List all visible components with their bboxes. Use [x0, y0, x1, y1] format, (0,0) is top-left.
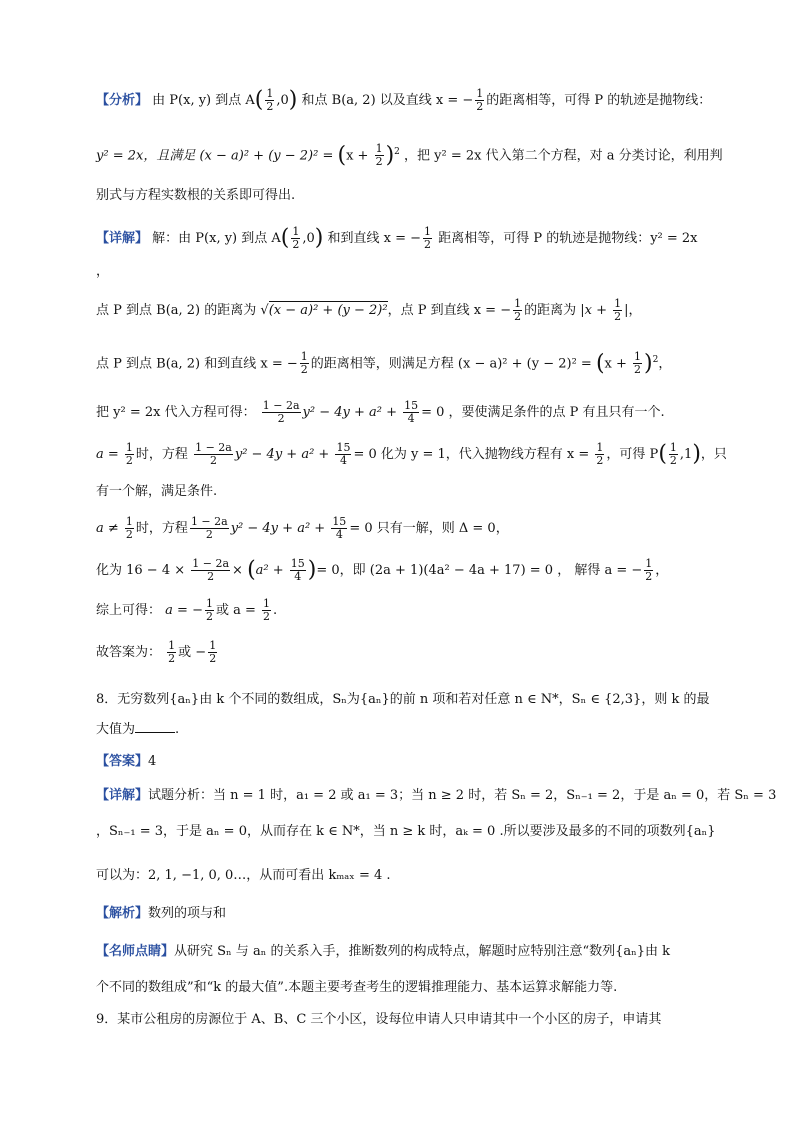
parse-tag: 【解析】 [96, 906, 149, 921]
analysis-line-1: 【分析】 由 P(x, y) 到点 A( $\frac{1}{2}$ ,0) 和点 B(a, 2) 以及直线 x = − $\frac{1}{2}$ 的距离相等，可得 P 的轨迹是抛物线： [96, 87, 712, 113]
q8-detail-1: 【详解】试题分析：当 n = 1 时，a₁ = 2 或 a₁ = 3；当 n ≥ 2 时，若 Sₙ = 2，Sₙ₋₁ = 2，于是 aₙ = 0，若 Sₙ = 3 [96, 788, 777, 803]
answer-line [96, 752, 716, 772]
question-8-line-2: 大值为 . [96, 722, 180, 737]
fraction: $\frac{1}{2}$ [266, 87, 274, 113]
text: 和点 B(a, 2) 以及直线 x = − [301, 93, 474, 108]
answer-value: 4 [148, 754, 157, 769]
detail-line-4: 把 y² = 2x 代入方程可得： $\frac{1 - 2a}{2}$ y² − 4y + a² + $\frac{15}{4}$ = 0 ，要使满足条件的点 P 有且只有一个. [96, 399, 665, 425]
detail-line-9: 综上可得： a = − $\frac{1}{2}$ 或 a = $\frac{1}{2}$ . [96, 597, 278, 623]
detail-comma: ， [96, 264, 110, 279]
analysis-line-3: 别式与方程实数根的关系即可得出. [96, 188, 296, 203]
parse-line: 【解析】数列的项与和 [96, 906, 227, 921]
detail-line-8: 化为 16 − 4 × $\frac{1 - 2a}{2}$ × (a² + $\frac{15}{4}$ )= 0，即 (2a + 1)(4a² − 4a + 17) = 0 ， 解得 a = − $\frac{1}{2}$ ， [96, 557, 669, 583]
answer-tag: 【答案】 [96, 754, 149, 769]
question-9-line-1: 9．某市公租房的房源位于 A、B、C 三个小区，设每位申请人只申请其中一个小区的房子，申请其 [96, 1012, 662, 1027]
detail-line-1: 【详解】 解：由 P(x, y) 到点 A( $\frac{1}{2}$ ,0) 和到直线 x = − $\frac{1}{2}$ 距离相等，可得 P 的轨迹是抛物线：y² = 2x [96, 225, 698, 251]
tip-line-1: 【名师点睛】从研究 Sₙ 与 aₙ 的关系入手，推断数列的构成特点，解题时应特别注意“数列{aₙ}由 k [96, 944, 671, 959]
detail-line-5: a = $\frac{1}{2}$ 时，方程 $\frac{1 - 2a}{2}$ y² − 4y + a² + $\frac{15}{4}$ = 0 化为 y = 1，代入抛物线方程有 x = $\frac{1}{2}$ ，可得 P( $\frac{1}{2}$ ,1)，只 [96, 441, 727, 467]
q8-detail-3: 可以为：2, 1, −1, 0, 0…，从而可看出 kₘₐₓ = 4 . [96, 868, 391, 883]
detail-line-10: 故答案为： $\frac{1}{2}$ 或 − $\frac{1}{2}$ [96, 639, 217, 665]
analysis-line-2: y² = 2x，且满足 (x − a)² + (y − 2)² = (x + $\frac{1}{2}$ )$^2$ ，把 y² = 2x 代入第二个方程，对 a 分类讨论，利用判 [96, 142, 723, 169]
text: ，把 y² = 2x 代入第二个方程，对 a 分类讨论，利用判 [404, 148, 723, 164]
answer-blank [135, 720, 175, 733]
tip-tag: 【名师点睛】 [96, 944, 175, 959]
text: 的距离相等，可得 P 的轨迹是抛物线： [486, 93, 712, 108]
detail-line-3: 点 P 到点 B(a, 2) 和到直线 x = − $\frac{1}{2}$ 的距离相等，则满足方程 (x − a)² + (y − 2)² = (x + $\frac{1}{2}$ )$^2$， [96, 350, 672, 377]
fraction: $\frac{1}{2}$ [476, 87, 484, 113]
text: 由 P(x, y) 到点 A [152, 93, 255, 108]
detail-tag: 【详解】 [96, 231, 149, 246]
question-8-line-1: 8．无穷数列{aₙ}由 k 个不同的数组成，Sₙ为{aₙ}的前 n 项和若对任意 n ∈ N*，Sₙ ∈ {2,3}，则 k 的最 [96, 692, 710, 707]
analysis-tag: 【分析】 [96, 93, 149, 108]
text: y² = 2x，且满足 (x − a)² + (y − 2)² = [96, 148, 338, 164]
tip-line-2: 个不同的数组成”和“k 的最大值”.本题主要考查考生的逻辑推理能力、基本运算求解能力等. [96, 980, 618, 995]
detail-line-2: 点 P 到点 B(a, 2) 的距离为 √(x − a)² + (y − 2)²，点 P 到直线 x = − $\frac{1}{2}$ 的距离为 |x + $\frac{1}{2}$ |， [96, 297, 642, 323]
detail-line-6: 有一个解，满足条件. [96, 484, 218, 499]
detail-line-7: a ≠ $\frac{1}{2}$ 时，方程 $\frac{1 - 2a}{2}$ y² − 4y + a² + $\frac{15}{4}$ = 0 只有一解，则 Δ = 0， [96, 515, 509, 541]
q8-detail-2: ，Sₙ₋₁ = 3，于是 aₙ = 0，从而存在 k ∈ N*，当 n ≥ k 时，aₖ = 0 .所以要涉及最多的不同的项数列{aₙ} [96, 824, 716, 839]
